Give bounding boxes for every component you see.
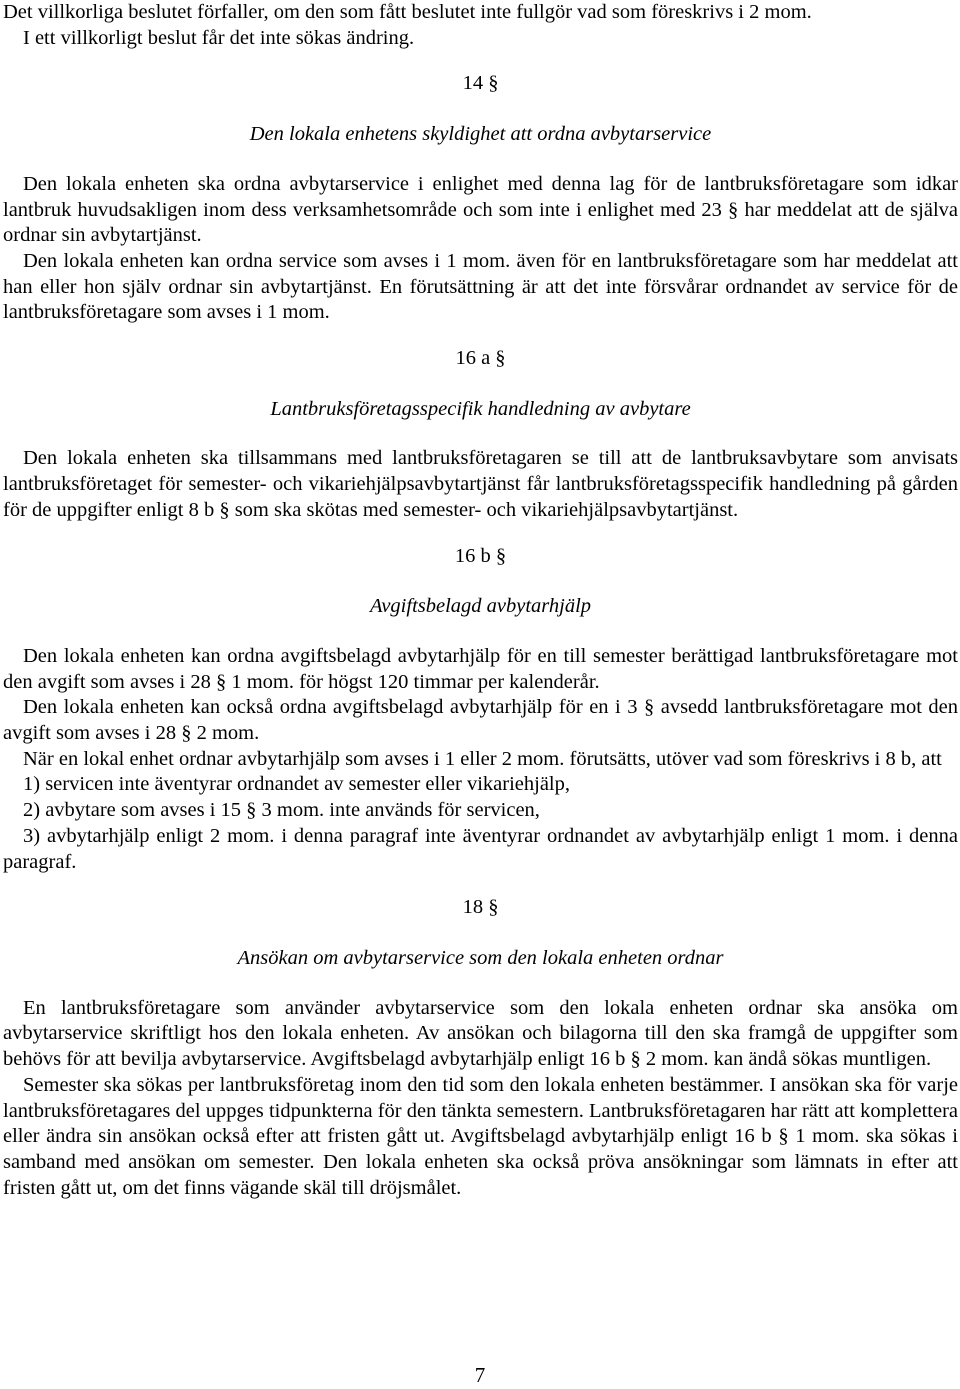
document-page [3,0,958,1201]
section-number: 14 § [462,72,499,95]
section-title: Den lokala enhetens skyldighet att ordna avbytarservice [249,123,712,146]
intro-paragraph: Det villkorliga beslutet förfaller, om den som fått beslutet inte fullgör vad som föreskrivs i 2 mom. [3,1,812,23]
section-number: 18 § [462,896,499,919]
body-paragraph: Semester ska sökas per lantbruksföretag inom den tid som den lokala enheten bestämmer. I ansökan ska för varje lantbruksföretagares del uppges tidpunkterna för den tänkta semestern. Lantbruksföretagaren har rätt att komplettera eller ändra sin ansökan också efter att fristen gått ut. Avgiftsbelagd avbytarhjälp enligt 16 b § 1 mom. ska sökas i samband med ansökan om semester. Den lokala enheten ska också pröva ansökningar som lämnats in efter att fristen gått ut, om det finns vägande skäl till dröjsmålet. [3,1073,958,1199]
section-title: Ansökan om avbytarservice som den lokala enheten ordnar [237,946,724,969]
body-paragraph: Den lokala enheten kan ordna avgiftsbelagd avbytarhjälp för en till semester berättigad lantbruksföretagare mot den avgift som avses i 28 § 1 mom. för högst 120 timmar per kalenderår. [3,644,958,693]
list-item: 2) avbytare som avses i 15 § 3 mom. inte används för servicen, [23,799,540,822]
body-paragraph: Den lokala enheten kan också ordna avgiftsbelagd avbytarhjälp för en i 3 § avsedd lantbruksföretagare mot den avgift som avses i 28 § 2 mom. [3,696,958,745]
body-paragraph: Den lokala enheten kan ordna service som avses i 1 mom. även för en lantbruksföretagare som har meddelat att han eller hon själv ordnar sin avbytartjänst. En förutsättning är att det inte försvårar ordnandet av service för de lantbruksföretagare som avses i 1 mom. [3,249,958,324]
page-number: 7 [474,1363,486,1387]
intro-paragraph: I ett villkorligt beslut får det inte sökas ändring. [23,26,415,49]
body-paragraph: Den lokala enheten ska ordna avbytarservice i enlighet med denna lag för de lantbruksföretagare som idkar lantbruk huvudsakligen inom dess verksamhetsområde och som inte i enlighet med 23 § har meddelat att de själva ordnar sin avbytartjänst. [3,172,958,247]
body-paragraph: När en lokal enhet ordnar avbytarhjälp som avses i 1 eller 2 mom. förutsätts, utöver vad som föreskrivs i 8 b, att [23,747,942,770]
list-item: 3) avbytarhjälp enligt 2 mom. i denna paragraf inte äventyrar ordnandet av avbytarhjälp enligt 1 mom. i denna paragraf. [3,824,958,873]
list-item: 1) servicen inte äventyrar ordnandet av semester eller vikariehjälp, [23,773,570,796]
section-number: 16 a § [455,347,506,370]
body-paragraph: Den lokala enheten ska tillsammans med lantbruksföretagaren se till att de lantbruksavbytare som anvisats lantbruksföretaget för semester- och vikariehjälpsavbytartjänst får lantbruksföretagsspecifik handledning på gården för de uppgifter enligt 8 b § som ska skötas med semester- och vikariehjälpsavbytartjänst. [3,447,958,521]
section-title: Avgiftsbelagd avbytarhjälp [369,595,592,618]
body-paragraph: En lantbruksföretagare som använder avbytarservice som den lokala enheten ordnar ska ansöka om avbytarservice skriftligt hos den lokala enheten. Av ansökan och bilagorna till den ska framgå de uppgifter som behövs för att bevilja avbytarservice. Avgiftsbelagd avbytarhjälp enligt 16 b § 2 mom. kan ändå sökas muntligen. [3,996,958,1071]
section-number: 16 b § [454,544,507,567]
section-title: Lantbruksföretagsspecifik handledning av avbytare [270,397,691,420]
